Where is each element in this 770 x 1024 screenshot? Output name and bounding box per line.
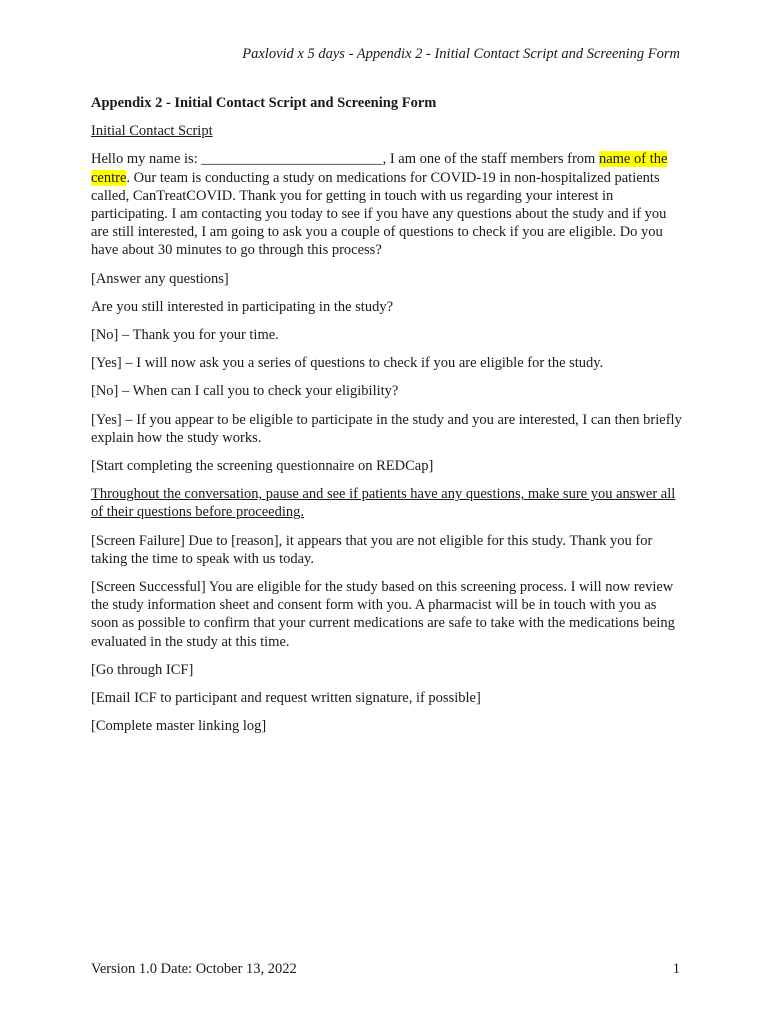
name-blank: _________________________ bbox=[201, 151, 383, 168]
intro-text-3: . Our team is conducting a study on medications for COVID-19 in non-hospitalized patients called, CanTreatCOVID. Thank you for getting in touch with us regarding your interest in participating. I am contacting you today to see if you have any questions about the study and if you are still interested, I am going to ask you a couple of questions to check if you are eligible. Do you have about 30 minutes to go through this process? bbox=[91, 169, 667, 259]
paragraph-go-through-icf: [Go through ICF] bbox=[91, 661, 194, 678]
paragraph-answer-questions: [Answer any questions] bbox=[91, 270, 229, 287]
paragraph-yes-explain: [Yes] – If you appear to be eligible to participate in the study and you are interested, I can then briefly explain how the study works. bbox=[91, 411, 682, 446]
document-title: Appendix 2 - Initial Contact Script and Screening Form bbox=[91, 95, 437, 111]
intro-text-1: Hello my name is: bbox=[91, 151, 202, 168]
paragraph-email-icf: [Email ICF to participant and request written signature, if possible] bbox=[91, 690, 481, 707]
footer-page-number: 1 bbox=[672, 961, 680, 977]
paragraph-master-log: [Complete master linking log] bbox=[91, 718, 267, 735]
paragraph-screen-successful: [Screen Successful] You are eligible for the study based on this screening process. I will now review the study information sheet and consent form with you. A pharmacist will be in touch with you as soon as possible to confirm that your current medications are safe to take with the medications being evaluated in the study at this time. bbox=[91, 579, 675, 650]
paragraph-start-redcap: [Start completing the screening questionnaire on REDCap] bbox=[91, 458, 434, 475]
intro-text-2: , I am one of the staff members from bbox=[382, 151, 599, 168]
paragraph-yes-series: [Yes] – I will now ask you a series of questions to check if you are eligible for the study. bbox=[91, 355, 604, 372]
paragraph-no-when: [No] – When can I call you to check your eligibility? bbox=[91, 383, 399, 400]
intro-paragraph bbox=[91, 150, 683, 259]
paragraph-no-thanks: [No] – Thank you for your time. bbox=[91, 327, 279, 344]
document-body bbox=[91, 94, 683, 745]
paragraph-screen-failure: [Screen Failure] Due to [reason], it appears that you are not eligible for this study. Thank you for taking the time to speak with us today. bbox=[91, 532, 653, 567]
centre-name-highlight: name of the centre bbox=[91, 151, 668, 186]
running-header: Paxlovid x 5 days - Appendix 2 - Initial Contact Script and Screening Form bbox=[242, 46, 680, 62]
footer-version: Version 1.0 Date: October 13, 2022 bbox=[91, 961, 297, 977]
underlined-note: Throughout the conversation, pause and see if patients have any questions, make sure you answer all of their questions before proceeding. bbox=[91, 486, 676, 521]
paragraph-still-interested: Are you still interested in participating in the study? bbox=[91, 298, 394, 315]
section-subheading: Initial Contact Script bbox=[91, 123, 213, 140]
